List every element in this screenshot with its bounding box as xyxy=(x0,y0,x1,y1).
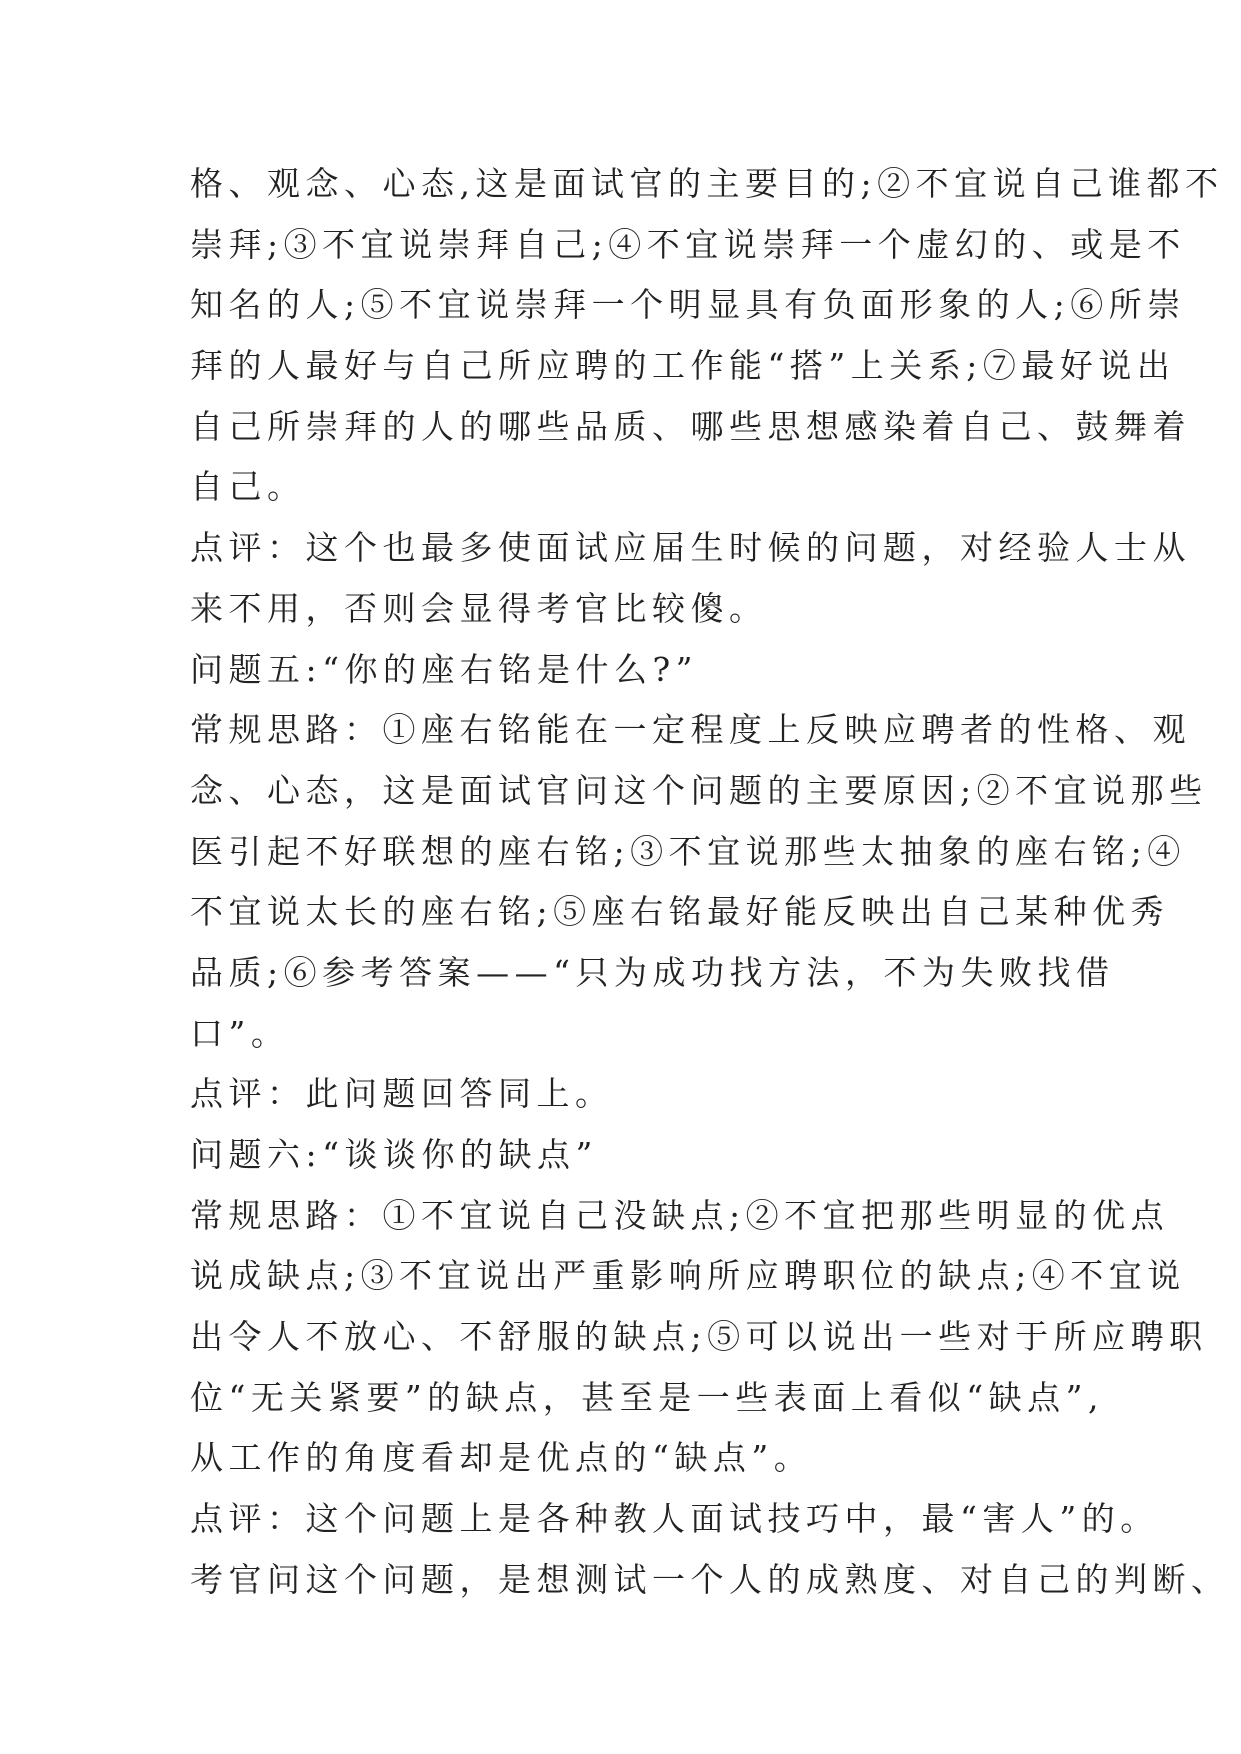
text-line: 来不用，否则会显得考官比较傻。 xyxy=(190,588,768,628)
comment-line: 点评：此问题回答同上。 xyxy=(190,1074,614,1114)
comment-line: 点评：这个问题上是各种教人面试技巧中，最“害人”的。 xyxy=(190,1499,1159,1539)
text-line: 说成缺点;③不宜说出严重影响所应聘职位的缺点;④不宜说 xyxy=(190,1256,1186,1296)
question-heading: 问题六:“谈谈你的缺点” xyxy=(190,1135,598,1174)
text-line: 自己所崇拜的人的哪些品质、哪些思想感染着自己、鼓舞着 xyxy=(190,406,1191,446)
question-heading: 问题五:“你的座右铭是什么?” xyxy=(190,649,699,689)
text-line: 崇拜;③不宜说崇拜自己;④不宜说崇拜一个虚幻的、或是不 xyxy=(190,224,1186,264)
approach-line: 常规思路：①座右铭能在一定程度上反映应聘者的性格、观 xyxy=(190,710,1191,750)
text-line: 品质;⑥参考答案——“只为成功找方法，不为失败找借 xyxy=(190,952,1115,992)
text-line: 位“无关紧要”的缺点，甚至是一些表面上看似“缺点”, xyxy=(190,1377,1104,1417)
body-text xyxy=(190,154,1230,1611)
text-line: 知名的人;⑤不宜说崇拜一个明显具有负面形象的人;⑥所崇 xyxy=(190,285,1186,325)
text-line: 念、心态，这是面试官问这个问题的主要原因;②不宜说那些 xyxy=(190,770,1208,810)
text-line: 考官问这个问题，是想测试一个人的成熟度、对自己的判断、 xyxy=(190,1559,1230,1599)
text-line: 从工作的角度看却是优点的“缺点”。 xyxy=(190,1438,813,1478)
text-line: 出令人不放心、不舒服的缺点;⑤可以说出一些对于所应聘职 xyxy=(190,1317,1208,1357)
text-line: 不宜说太长的座右铭;⑤座右铭最好能反映出自己某种优秀 xyxy=(190,892,1170,932)
text-line: 自己。 xyxy=(190,467,306,507)
text-line: 格、观念、心态,这是面试官的主要目的;②不宜说自己谁都不 xyxy=(190,164,1224,203)
text-line: 口”。 xyxy=(190,1013,290,1053)
comment-line: 点评：这个也最多使面试应届生时候的问题，对经验人士从 xyxy=(190,528,1191,568)
text-line: 拜的人最好与自己所应聘的工作能“搭”上关系;⑦最好说出 xyxy=(190,346,1176,386)
text-line: 医引起不好联想的座右铭;③不宜说那些太抽象的座右铭;④ xyxy=(190,831,1186,871)
approach-line: 常规思路：①不宜说自己没缺点;②不宜把那些明显的优点 xyxy=(190,1195,1170,1235)
